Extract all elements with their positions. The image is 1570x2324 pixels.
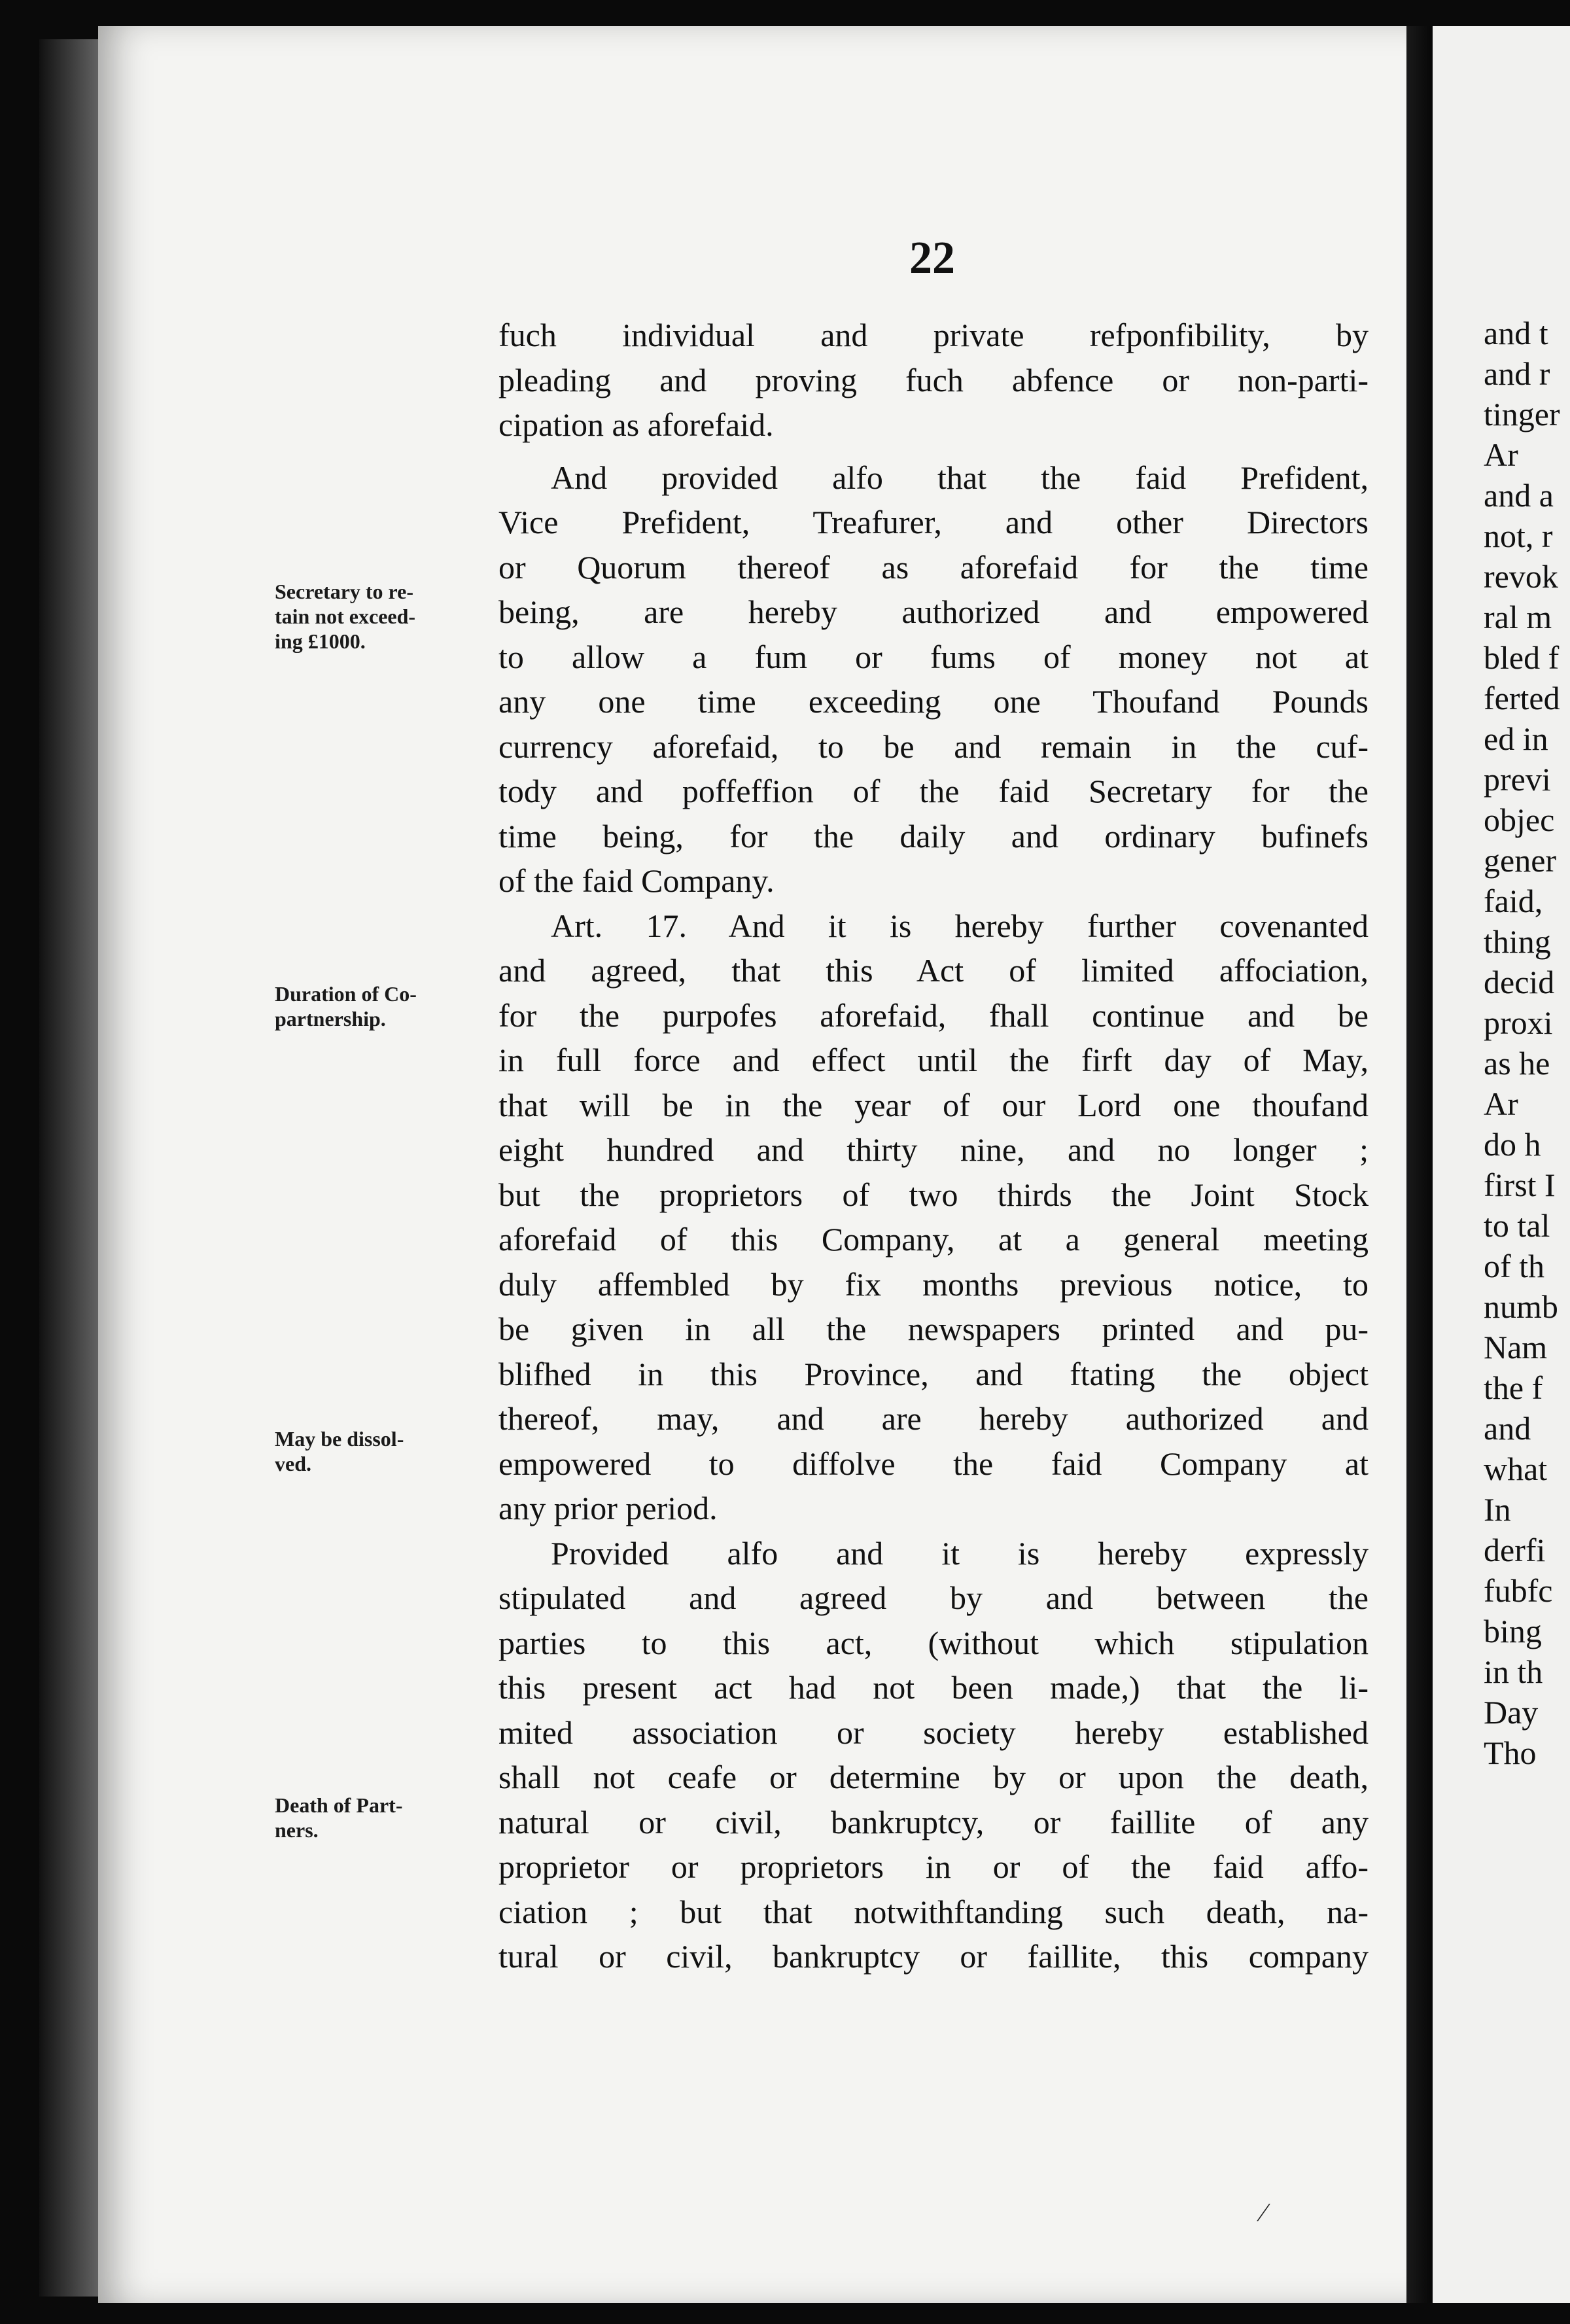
body-line: shall not ceafe or determine by or upon the death, [498,1759,1369,1795]
margin-note-line: May be dissol- [275,1427,404,1451]
facing-page-line: Tho [1484,1734,1537,1771]
body-line: Vice Prefident, Treafurer, and other Directors [498,504,1369,540]
facing-page-line: ral m [1484,599,1552,635]
body-line: time being, for the daily and ordinary bufinefs [498,817,1369,854]
facing-page-line: revok [1484,558,1558,595]
body-line: fuch individual and private refponfibility, by [498,317,1369,353]
body-line: that will be in the year of our Lord one thoufand [498,1086,1369,1123]
body-line: Provided alfo and it is hereby expressly [551,1534,1369,1572]
facing-page-line: Ar [1484,436,1518,473]
body-line: mited association or society hereby established [498,1714,1369,1751]
facing-page-line: in th [1484,1653,1543,1690]
body-line: or Quorum thereof as aforefaid for the time [498,548,1369,586]
facing-page-line: and r [1484,355,1550,392]
facing-page-line: ferted [1484,680,1560,716]
facing-page-line: numb [1484,1288,1558,1325]
facing-page-line: as he [1484,1045,1550,1082]
body-line: this present act had not been made,) that the li- [498,1669,1369,1706]
facing-page-line: gener [1484,842,1557,879]
body-line: in full force and effect until the firft day of May, [498,1042,1369,1078]
body-line: natural or civil, bankruptcy, or faillite of any [498,1803,1369,1840]
body-line: tural or civil, bankruptcy or faillite, this company [498,1938,1369,1975]
margin-note-line: ing £1000. [275,629,366,653]
body-line: And provided alfo that the faid Prefident, [551,459,1369,496]
stray-mark: ⁄ [1261,2198,1266,2227]
body-line: currency aforefaid, to be and remain in the cuf- [498,728,1369,765]
facing-page-line: faid, [1484,883,1543,919]
facing-page-line: Nam [1484,1329,1548,1365]
facing-page-line: tinger [1484,396,1560,432]
body-line: duly affembled by fix months previous notice, to [498,1265,1369,1303]
body-text [498,313,1369,1979]
facing-page-line: first I [1484,1167,1556,1203]
facing-page-line: and t [1484,315,1548,351]
facing-page-line: In [1484,1491,1511,1528]
margin-note-line: Death of Part- [275,1793,403,1817]
body-line: thereof, may, and are hereby authorized and [498,1400,1369,1437]
facing-page-line: previ [1484,761,1551,798]
margin-note-line: Duration of Co- [275,982,417,1006]
facing-page-line: bled f [1484,639,1560,676]
margin-note [275,981,491,1031]
body-line: any one time exceeding one Thoufand Pounds [498,683,1369,720]
margin-note-line: Secretary to re- [275,580,414,603]
facing-page-line: the f [1484,1369,1543,1406]
facing-page-text [1484,313,1570,1773]
body-line: for the purpofes aforefaid, fhall continue and be [498,996,1369,1034]
body-line: eight hundred and thirty nine, and no longer ; [498,1131,1369,1168]
body-line: cipation as aforefaid. [498,406,774,443]
facing-page-line: what [1484,1451,1548,1487]
body-line: tody and poffeffion of the faid Secretary for the [498,773,1369,809]
body-line: being, are hereby authorized and empowered [498,593,1369,630]
facing-page-line: and [1484,1410,1531,1447]
body-line: but the proprietors of two thirds the Joint Stock [498,1176,1369,1213]
body-line: pleading and proving fuch abfence or non-parti- [498,361,1369,398]
facing-page-line: Ar [1484,1085,1518,1122]
body-line: Art. 17. And it is hereby further covenanted [551,907,1369,944]
body-line: proprietor or proprietors in or of the faid affo- [498,1848,1369,1885]
margin-note [275,579,491,654]
facing-page-line: and a [1484,477,1554,514]
facing-page-line: Day [1484,1694,1539,1731]
body-line: parties to this act, (without which stipulation [498,1624,1369,1661]
body-line: blifhed in this Province, and ftating the object [498,1355,1369,1392]
facing-page-line: proxi [1484,1004,1553,1041]
facing-page-line: fubfc [1484,1572,1553,1609]
margin-note [275,1426,491,1476]
facing-page-line: bing [1484,1613,1542,1649]
facing-page-line: objec [1484,801,1555,838]
body-line: empowered to diffolve the faid Company at [498,1445,1369,1482]
body-line: aforefaid of this Company, at a general meeting [498,1221,1369,1258]
facing-page-line: to tal [1484,1207,1550,1244]
facing-page-line: decid [1484,964,1555,1000]
facing-page-line: do h [1484,1126,1541,1163]
margin-note-line: partnership. [275,1007,386,1030]
body-line: stipulated and agreed by and between the [498,1579,1369,1616]
body-line: any prior period. [498,1490,718,1526]
body-line: ciation ; but that notwithftanding such death, na- [498,1893,1369,1930]
facing-page-line: of th [1484,1248,1545,1284]
facing-page-line: ed in [1484,720,1548,757]
body-line: and agreed, that this Act of limited affociation, [498,952,1369,989]
page-number: 22 [909,233,955,283]
body-line: of the faid Company. [498,862,775,899]
facing-page-line: thing [1484,923,1551,960]
margin-note-line: ved. [275,1452,311,1475]
margin-note [275,1793,491,1842]
body-line: be given in all the newspapers printed and pu- [498,1311,1369,1347]
margin-note-line: ners. [275,1818,319,1842]
body-line: to allow a fum or fums of money not at [498,638,1369,675]
facing-page-line: not, r [1484,518,1553,554]
facing-page-line: derfi [1484,1532,1546,1568]
margin-note-line: tain not exceed- [275,605,416,628]
